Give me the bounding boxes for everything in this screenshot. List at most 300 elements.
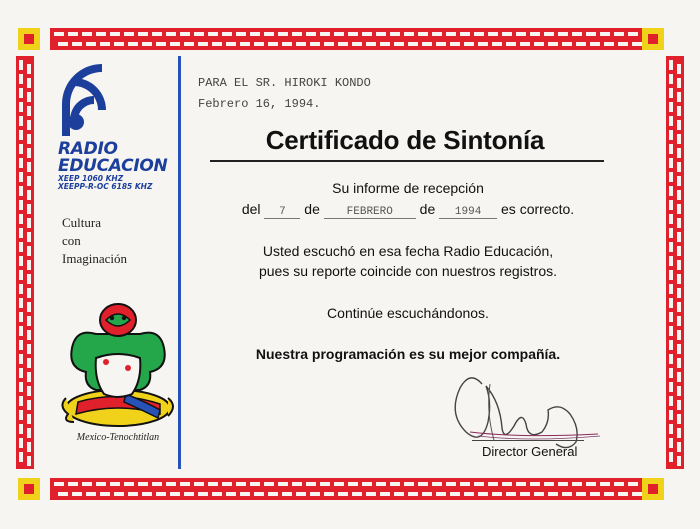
border-fret	[408, 42, 418, 46]
border-fret	[27, 428, 31, 438]
border-fret	[432, 482, 442, 486]
border-fret	[184, 492, 194, 496]
recipient-date: Febrero 16, 1994.	[198, 97, 321, 111]
border-fret	[338, 42, 348, 46]
border-fret	[614, 482, 624, 486]
border-fret	[516, 482, 526, 486]
border-fret	[19, 396, 23, 406]
border-fret	[124, 32, 134, 36]
de-word: de	[419, 201, 436, 217]
border-fret	[520, 492, 530, 496]
border-fret	[677, 78, 681, 88]
border-fret	[544, 32, 554, 36]
border-fret	[82, 482, 92, 486]
border-fret	[380, 42, 390, 46]
border-fret	[124, 482, 134, 486]
border-fret	[19, 200, 23, 210]
border-fret	[222, 32, 232, 36]
border-fret	[576, 42, 586, 46]
border-fret	[58, 42, 68, 46]
border-fret	[632, 492, 642, 496]
border-fret	[27, 106, 31, 116]
border-fret	[677, 358, 681, 368]
border-fret	[669, 424, 673, 434]
border-fret	[27, 92, 31, 102]
border-fret	[27, 64, 31, 74]
border-fret	[27, 232, 31, 242]
border-fret	[27, 162, 31, 172]
border-fret	[502, 32, 512, 36]
border-fret	[27, 260, 31, 270]
border-fret	[478, 42, 488, 46]
border-fret	[19, 228, 23, 238]
border-fret	[86, 42, 96, 46]
border-fret	[464, 492, 474, 496]
border-fret	[27, 344, 31, 354]
border-fret	[669, 60, 673, 70]
border-fret	[530, 32, 540, 36]
border-fret	[194, 482, 204, 486]
border-fret	[19, 368, 23, 378]
border-fret	[677, 120, 681, 130]
border-fret	[432, 32, 442, 36]
border-fret	[86, 492, 96, 496]
border-fret	[334, 32, 344, 36]
border-fret	[27, 204, 31, 214]
border-fret	[100, 492, 110, 496]
border-fret	[110, 32, 120, 36]
border-fret	[677, 302, 681, 312]
border-fret	[19, 130, 23, 140]
del-word: del	[241, 201, 261, 217]
border-fret	[27, 288, 31, 298]
border-fret	[600, 482, 610, 486]
border-fret	[222, 482, 232, 486]
border-fret	[324, 492, 334, 496]
border-fret	[27, 302, 31, 312]
border-fret	[677, 456, 681, 466]
border-fret	[138, 482, 148, 486]
border-fret	[19, 354, 23, 364]
border-fret	[240, 42, 250, 46]
border-fret	[677, 414, 681, 424]
border-fret	[198, 42, 208, 46]
border-fret	[264, 32, 274, 36]
border-fret	[464, 42, 474, 46]
border-fret	[282, 492, 292, 496]
border-fret	[240, 492, 250, 496]
border-fret	[19, 340, 23, 350]
border-fret	[54, 482, 64, 486]
border-fret	[590, 492, 600, 496]
border-fret	[82, 32, 92, 36]
border-fret	[677, 260, 681, 270]
border-corner-center	[24, 34, 34, 44]
border-fret	[68, 32, 78, 36]
logo-frequency-1: XEEP 1060 KHZ	[58, 174, 124, 183]
logo-educacion-text: EDUCACION	[58, 156, 168, 176]
border-fret	[19, 102, 23, 112]
tagline-line: Imaginación	[62, 251, 127, 266]
es-correcto-text: es correcto.	[501, 201, 575, 217]
border-fret	[450, 42, 460, 46]
border-fret	[376, 482, 386, 486]
border-fret	[72, 492, 82, 496]
border-fret	[677, 204, 681, 214]
border-fret	[264, 482, 274, 486]
border-fret	[669, 354, 673, 364]
border-fret	[268, 42, 278, 46]
border-band-horizontal	[50, 478, 642, 500]
border-fret	[27, 218, 31, 228]
border-fret	[677, 330, 681, 340]
border-fret	[376, 32, 386, 36]
border-fret	[586, 32, 596, 36]
border-fret	[27, 148, 31, 158]
title-underline	[210, 160, 604, 162]
border-corner-center	[648, 34, 658, 44]
month-field: FEBRERO	[324, 206, 416, 219]
day-field: 7	[264, 206, 300, 219]
border-fret	[114, 42, 124, 46]
border-fret	[96, 482, 106, 486]
border-fret	[502, 482, 512, 486]
border-fret	[320, 482, 330, 486]
border-fret	[282, 42, 292, 46]
border-fret	[19, 452, 23, 462]
border-fret	[72, 42, 82, 46]
border-fret	[460, 482, 470, 486]
border-fret	[366, 492, 376, 496]
border-fret	[492, 492, 502, 496]
border-fret	[250, 32, 260, 36]
border-fret	[677, 134, 681, 144]
border-fret	[669, 298, 673, 308]
border-fret	[677, 386, 681, 396]
border-fret	[254, 492, 264, 496]
border-fret	[236, 32, 246, 36]
mascot-caption: Mexico-Tenochtitlan	[76, 432, 160, 443]
border-fret	[27, 246, 31, 256]
border-fret	[296, 492, 306, 496]
border-fret	[208, 482, 218, 486]
border-fret	[677, 316, 681, 326]
border-fret	[669, 382, 673, 392]
border-fret	[27, 120, 31, 130]
border-fret	[669, 144, 673, 154]
border-fret	[152, 482, 162, 486]
border-fret	[408, 492, 418, 496]
border-fret	[27, 400, 31, 410]
border-fret	[572, 32, 582, 36]
keep-listening: Continúe escuchándonos.	[327, 305, 489, 321]
border-fret	[677, 246, 681, 256]
border-fret	[180, 32, 190, 36]
border-corner-center	[24, 484, 34, 494]
border-fret	[19, 312, 23, 322]
border-fret	[534, 42, 544, 46]
border-fret	[677, 218, 681, 228]
divider-vertical	[178, 56, 181, 469]
border-fret	[390, 482, 400, 486]
border-fret	[348, 482, 358, 486]
border-fret	[100, 42, 110, 46]
border-fret	[530, 482, 540, 486]
border-fret	[226, 42, 236, 46]
border-corner-center	[648, 484, 658, 494]
border-fret	[19, 88, 23, 98]
border-fret	[212, 492, 222, 496]
border-fret	[352, 42, 362, 46]
border-fret	[436, 492, 446, 496]
border-fret	[170, 42, 180, 46]
border-fret	[27, 414, 31, 424]
border-fret	[604, 42, 614, 46]
border-fret	[677, 190, 681, 200]
border-fret	[418, 32, 428, 36]
border-fret	[478, 492, 488, 496]
border-fret	[110, 482, 120, 486]
border-fret	[348, 32, 358, 36]
radio-waves-icon	[58, 64, 114, 136]
border-fret	[254, 42, 264, 46]
motto: Nuestra programación es su mejor compañía.	[255, 346, 561, 362]
border-fret	[544, 482, 554, 486]
border-fret	[128, 42, 138, 46]
border-fret	[250, 482, 260, 486]
border-fret	[450, 492, 460, 496]
border-fret	[19, 424, 23, 434]
border-fret	[278, 32, 288, 36]
border-fret	[27, 372, 31, 382]
border-fret	[669, 158, 673, 168]
border-fret	[306, 32, 316, 36]
border-fret	[27, 330, 31, 340]
border-fret	[558, 482, 568, 486]
border-fret	[677, 428, 681, 438]
border-fret	[460, 32, 470, 36]
border-fret	[669, 256, 673, 266]
border-fret	[492, 42, 502, 46]
border-fret	[27, 316, 31, 326]
logo-frequency-2: XEEPP-R-OC 6185 KHZ	[58, 182, 153, 191]
certificate-title: Certificado de Sintonía	[265, 125, 545, 155]
border-fret	[446, 32, 456, 36]
border-fret	[278, 482, 288, 486]
border-band-horizontal	[50, 28, 642, 50]
border-fret	[19, 382, 23, 392]
recipient-line: PARA EL SR. HIROKI KONDO	[198, 76, 371, 90]
border-fret	[156, 492, 166, 496]
border-fret	[628, 482, 638, 486]
border-fret	[669, 186, 673, 196]
border-fret	[352, 492, 362, 496]
border-fret	[380, 492, 390, 496]
border-fret	[677, 232, 681, 242]
border-fret	[19, 116, 23, 126]
border-fret	[669, 284, 673, 294]
border-fret	[632, 42, 642, 46]
border-fret	[27, 78, 31, 88]
border-fret	[166, 32, 176, 36]
border-fret	[324, 42, 334, 46]
border-fret	[669, 270, 673, 280]
border-fret	[669, 116, 673, 126]
turtle-mascot-icon	[56, 298, 180, 434]
border-fret	[677, 344, 681, 354]
border-fret	[436, 42, 446, 46]
border-fret	[19, 172, 23, 182]
border-fret	[669, 228, 673, 238]
border-fret	[404, 32, 414, 36]
logo-radio-text: RADIO	[58, 139, 118, 159]
border-fret	[198, 492, 208, 496]
border-fret	[152, 32, 162, 36]
border-fret	[669, 438, 673, 448]
report-intro: Su informe de recepción	[332, 180, 484, 196]
border-fret	[669, 74, 673, 84]
border-fret	[292, 32, 302, 36]
border-fret	[614, 32, 624, 36]
border-fret	[310, 42, 320, 46]
border-fret	[488, 482, 498, 486]
border-fret	[572, 482, 582, 486]
border-fret	[677, 92, 681, 102]
border-fret	[669, 312, 673, 322]
year-field: 1994	[439, 206, 497, 219]
de-word: de	[304, 201, 320, 217]
border-fret	[669, 326, 673, 336]
tagline	[62, 214, 172, 268]
border-fret	[27, 190, 31, 200]
border-fret	[669, 452, 673, 462]
border-fret	[19, 438, 23, 448]
border-fret	[19, 410, 23, 420]
border-fret	[27, 176, 31, 186]
border-fret	[677, 64, 681, 74]
border-fret	[306, 482, 316, 486]
border-fret	[628, 32, 638, 36]
border-fret	[19, 242, 23, 252]
border-fret	[19, 326, 23, 336]
radio-educacion-logo	[58, 64, 170, 191]
border-fret	[27, 274, 31, 284]
tagline-line: con	[62, 233, 81, 248]
border-fret	[562, 492, 572, 496]
border-fret	[562, 42, 572, 46]
border-fret	[394, 42, 404, 46]
border-fret	[404, 482, 414, 486]
border-fret	[138, 32, 148, 36]
border-fret	[548, 42, 558, 46]
border-fret	[418, 482, 428, 486]
border-fret	[669, 396, 673, 406]
border-fret	[27, 442, 31, 452]
border-fret	[669, 368, 673, 378]
border-fret	[506, 492, 516, 496]
border-fret	[677, 288, 681, 298]
border-fret	[390, 32, 400, 36]
border-fret	[19, 74, 23, 84]
border-fret	[669, 172, 673, 182]
border-fret	[534, 492, 544, 496]
border-fret	[334, 482, 344, 486]
border-fret	[422, 42, 432, 46]
border-fret	[170, 492, 180, 496]
border-fret	[19, 298, 23, 308]
tagline-line: Cultura	[62, 215, 101, 230]
border-fret	[226, 492, 236, 496]
border-fret	[669, 102, 673, 112]
border-fret	[520, 42, 530, 46]
border-fret	[422, 492, 432, 496]
border-fret	[96, 32, 106, 36]
border-fret	[669, 130, 673, 140]
border-fret	[506, 42, 516, 46]
border-fret	[558, 32, 568, 36]
border-fret	[677, 372, 681, 382]
border-fret	[208, 32, 218, 36]
border-fret	[677, 442, 681, 452]
border-fret	[618, 492, 628, 496]
signature-title: Director General	[482, 444, 578, 459]
border-fret	[19, 214, 23, 224]
border-fret	[516, 32, 526, 36]
border-fret	[166, 482, 176, 486]
border-fret	[19, 270, 23, 280]
border-fret	[362, 32, 372, 36]
border-fret	[669, 410, 673, 420]
border-fret	[184, 42, 194, 46]
border-fret	[488, 32, 498, 36]
border-fret	[669, 200, 673, 210]
border-fret	[142, 492, 152, 496]
border-fret	[669, 88, 673, 98]
border-fret	[669, 340, 673, 350]
signature-line	[472, 440, 584, 441]
border-fret	[590, 42, 600, 46]
border-fret	[548, 492, 558, 496]
border-fret	[366, 42, 376, 46]
border-band-vertical	[666, 56, 684, 469]
border-fret	[27, 134, 31, 144]
border-fret	[474, 482, 484, 486]
border-fret	[677, 176, 681, 186]
border-fret	[310, 492, 320, 496]
border-fret	[194, 32, 204, 36]
border-fret	[296, 42, 306, 46]
border-fret	[600, 32, 610, 36]
border-fret	[27, 386, 31, 396]
border-fret	[212, 42, 222, 46]
border-fret	[669, 242, 673, 252]
border-band-vertical	[16, 56, 34, 469]
border-fret	[128, 492, 138, 496]
border-fret	[394, 492, 404, 496]
border-fret	[180, 482, 190, 486]
heard-line-2: pues su reporte coincide con nuestros registros.	[258, 263, 558, 279]
border-fret	[677, 148, 681, 158]
border-fret	[19, 284, 23, 294]
report-date-line	[188, 201, 628, 219]
border-fret	[338, 492, 348, 496]
border-fret	[114, 492, 124, 496]
border-fret	[292, 482, 302, 486]
border-fret	[54, 32, 64, 36]
border-fret	[68, 482, 78, 486]
border-fret	[576, 492, 586, 496]
border-fret	[677, 162, 681, 172]
